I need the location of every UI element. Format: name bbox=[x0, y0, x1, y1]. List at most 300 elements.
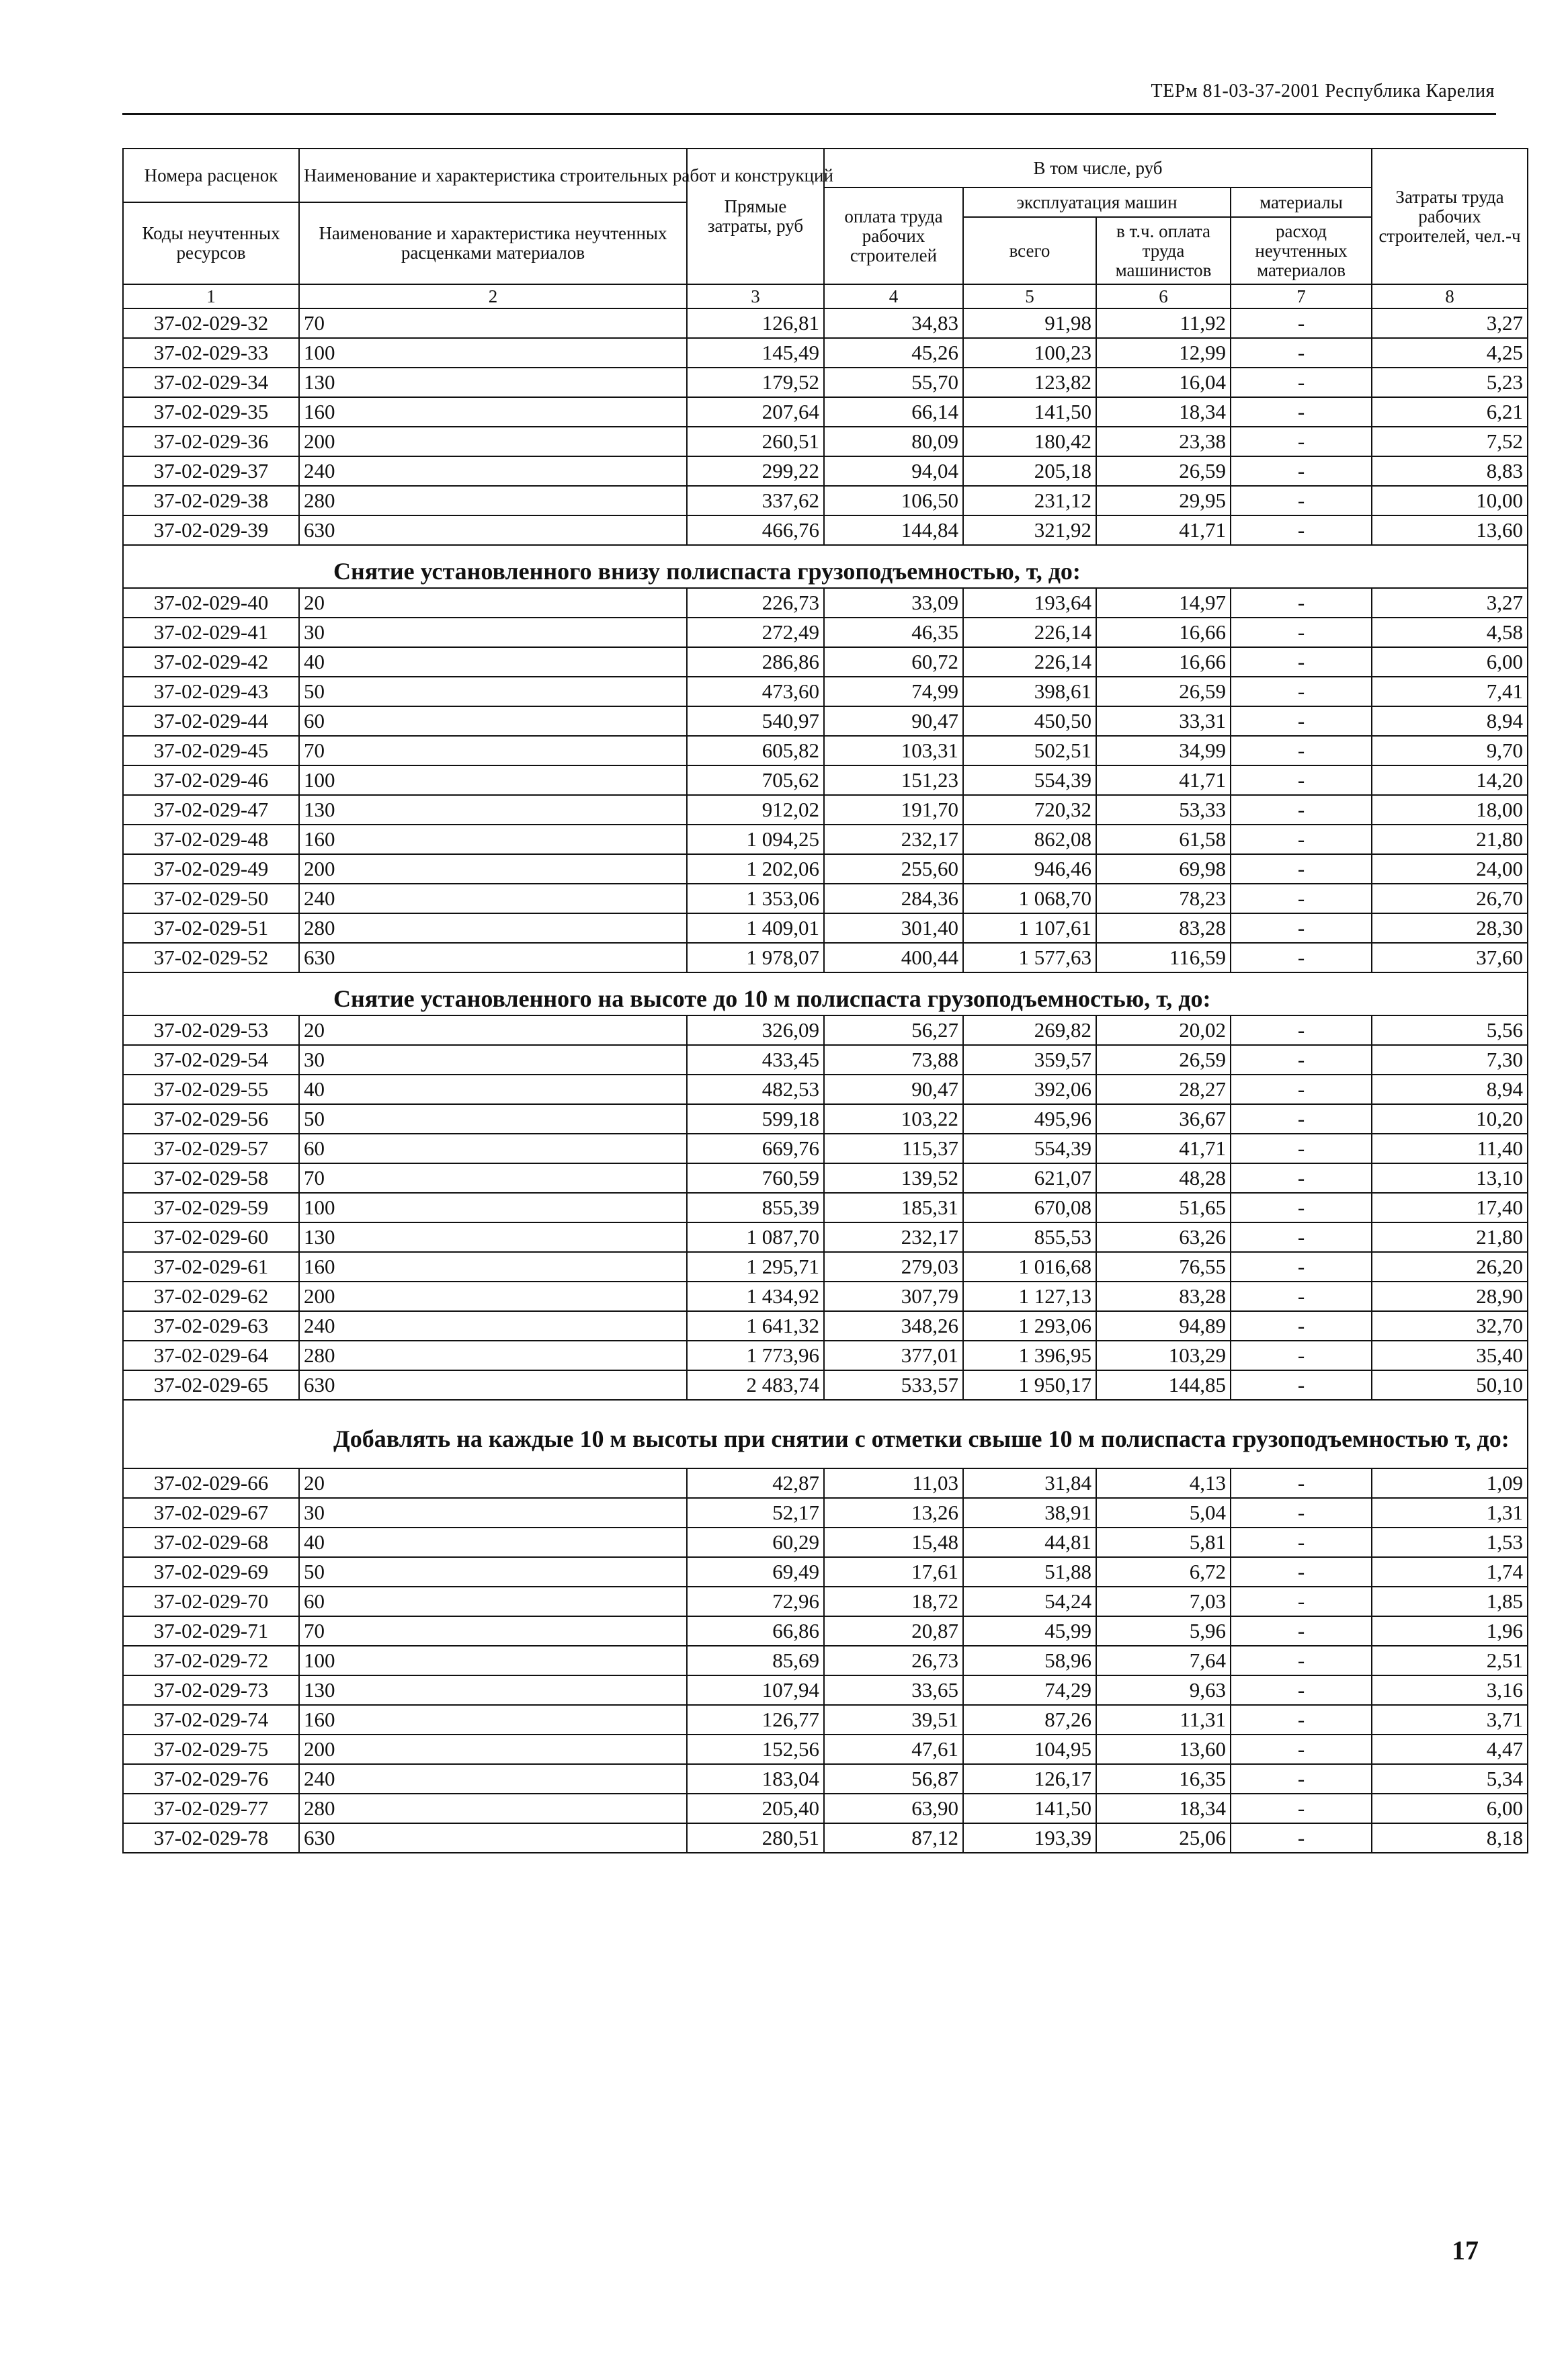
direct-cost-cell: 326,09 bbox=[687, 1015, 824, 1045]
rate-code-cell: 37-02-029-58 bbox=[123, 1163, 299, 1193]
table-row bbox=[123, 1370, 1528, 1400]
machines-total-cell: 1 068,70 bbox=[963, 884, 1096, 913]
material-use-cell: - bbox=[1231, 1794, 1372, 1823]
labor-hours-cell: 21,80 bbox=[1372, 825, 1528, 854]
machines-total-cell: 104,95 bbox=[963, 1735, 1096, 1764]
machinist-pay-cell: 41,71 bbox=[1096, 765, 1231, 795]
labor-hours-cell: 5,34 bbox=[1372, 1764, 1528, 1794]
table-row bbox=[123, 1764, 1528, 1794]
machinist-pay-cell: 69,98 bbox=[1096, 854, 1231, 884]
page-number: 17 bbox=[1452, 2235, 1479, 2265]
direct-cost-cell: 72,96 bbox=[687, 1587, 824, 1616]
table-row bbox=[123, 1015, 1528, 1045]
table-row bbox=[123, 1282, 1528, 1311]
rate-code-cell: 37-02-029-60 bbox=[123, 1222, 299, 1252]
incl-header: В том числе, руб bbox=[824, 149, 1372, 187]
material-use-cell: - bbox=[1231, 1134, 1372, 1163]
labor-hours-cell: 17,40 bbox=[1372, 1193, 1528, 1222]
capacity-cell: 40 bbox=[299, 647, 687, 677]
capacity-cell: 40 bbox=[299, 1075, 687, 1104]
rate-code-cell: 37-02-029-59 bbox=[123, 1193, 299, 1222]
section-heading-row bbox=[123, 972, 1528, 1015]
capacity-cell: 130 bbox=[299, 1675, 687, 1705]
direct-cost-cell: 1 353,06 bbox=[687, 884, 824, 913]
rate-code-cell: 37-02-029-61 bbox=[123, 1252, 299, 1282]
machines-total-cell: 91,98 bbox=[963, 308, 1096, 338]
direct-cost-cell: 1 641,32 bbox=[687, 1311, 824, 1341]
material-use-cell: - bbox=[1231, 1075, 1372, 1104]
capacity-cell: 160 bbox=[299, 825, 687, 854]
material-use-cell: - bbox=[1231, 1468, 1372, 1498]
labor-hours-cell: 18,00 bbox=[1372, 795, 1528, 825]
machinist-pay-cell: 12,99 bbox=[1096, 338, 1231, 368]
direct-cost-cell: 107,94 bbox=[687, 1675, 824, 1705]
rate-code-cell: 37-02-029-38 bbox=[123, 486, 299, 515]
machines-total-cell: 126,17 bbox=[963, 1764, 1096, 1794]
col-material-name-header: Наименование и характеристика неучтенных расценками материалов bbox=[299, 202, 687, 284]
table-body bbox=[123, 308, 1528, 1853]
table-row bbox=[123, 765, 1528, 795]
worker-pay-cell: 17,61 bbox=[824, 1557, 963, 1587]
material-use-cell: - bbox=[1231, 427, 1372, 456]
machines-total-cell: 554,39 bbox=[963, 765, 1096, 795]
document-header: ТЕРм 81-03-37-2001 Республика Карелия bbox=[1151, 81, 1495, 101]
table-row bbox=[123, 1311, 1528, 1341]
section-heading: Снятие установленного внизу полиспаста грузоподъемностью, т, до: bbox=[123, 545, 1528, 588]
direct-cost-cell: 260,51 bbox=[687, 427, 824, 456]
labor-hours-cell: 8,83 bbox=[1372, 456, 1528, 486]
machinist-pay-cell: 16,66 bbox=[1096, 647, 1231, 677]
capacity-cell: 160 bbox=[299, 1705, 687, 1735]
machinist-pay-cell: 78,23 bbox=[1096, 884, 1231, 913]
rate-code-cell: 37-02-029-64 bbox=[123, 1341, 299, 1370]
worker-pay-cell: 90,47 bbox=[824, 1075, 963, 1104]
direct-cost-cell: 760,59 bbox=[687, 1163, 824, 1193]
direct-cost-cell: 1 773,96 bbox=[687, 1341, 824, 1370]
material-use-cell: - bbox=[1231, 397, 1372, 427]
material-use-cell: - bbox=[1231, 795, 1372, 825]
machinist-pay-cell: 11,31 bbox=[1096, 1705, 1231, 1735]
direct-cost-cell: 473,60 bbox=[687, 677, 824, 706]
machinist-pay-cell: 5,04 bbox=[1096, 1498, 1231, 1528]
machinist-pay-cell: 5,81 bbox=[1096, 1528, 1231, 1557]
labor-hours-cell: 4,25 bbox=[1372, 338, 1528, 368]
material-use-cell: - bbox=[1231, 854, 1372, 884]
material-use-cell: - bbox=[1231, 338, 1372, 368]
labor-hours-cell: 13,60 bbox=[1372, 515, 1528, 545]
capacity-cell: 630 bbox=[299, 515, 687, 545]
material-use-cell: - bbox=[1231, 1045, 1372, 1075]
worker-pay-cell: 103,22 bbox=[824, 1104, 963, 1134]
capacity-cell: 40 bbox=[299, 1528, 687, 1557]
rate-code-cell: 37-02-029-73 bbox=[123, 1675, 299, 1705]
capacity-cell: 200 bbox=[299, 1735, 687, 1764]
direct-cost-cell: 466,76 bbox=[687, 515, 824, 545]
machines-total-cell: 398,61 bbox=[963, 677, 1096, 706]
material-use-cell: - bbox=[1231, 1193, 1372, 1222]
material-use-cell: - bbox=[1231, 456, 1372, 486]
rate-code-cell: 37-02-029-65 bbox=[123, 1370, 299, 1400]
labor-hours-cell: 5,56 bbox=[1372, 1015, 1528, 1045]
table-row bbox=[123, 1134, 1528, 1163]
machinist-pay-cell: 28,27 bbox=[1096, 1075, 1231, 1104]
worker-pay-cell: 39,51 bbox=[824, 1705, 963, 1735]
worker-pay-cell: 66,14 bbox=[824, 397, 963, 427]
material-use-cell: - bbox=[1231, 1735, 1372, 1764]
capacity-cell: 100 bbox=[299, 338, 687, 368]
rate-code-cell: 37-02-029-54 bbox=[123, 1045, 299, 1075]
direct-cost-cell: 60,29 bbox=[687, 1528, 824, 1557]
machinist-pay-cell: 23,38 bbox=[1096, 427, 1231, 456]
machinist-pay-cell: 41,71 bbox=[1096, 515, 1231, 545]
material-use-cell: - bbox=[1231, 884, 1372, 913]
machines-total-cell: 38,91 bbox=[963, 1498, 1096, 1528]
worker-pay-cell: 279,03 bbox=[824, 1252, 963, 1282]
table-row bbox=[123, 1468, 1528, 1498]
direct-cost-cell: 912,02 bbox=[687, 795, 824, 825]
material-use-cell: - bbox=[1231, 1104, 1372, 1134]
col-resource-code-header: Коды неучтенных ресурсов bbox=[123, 202, 299, 284]
capacity-cell: 200 bbox=[299, 854, 687, 884]
machinist-pay-cell: 34,99 bbox=[1096, 736, 1231, 765]
worker-pay-cell: 56,87 bbox=[824, 1764, 963, 1794]
machines-total-cell: 621,07 bbox=[963, 1163, 1096, 1193]
rate-code-cell: 37-02-029-53 bbox=[123, 1015, 299, 1045]
labor-hours-cell: 3,71 bbox=[1372, 1705, 1528, 1735]
direct-cost-cell: 337,62 bbox=[687, 486, 824, 515]
col-machines-total-header: всего bbox=[963, 217, 1096, 284]
material-use-cell: - bbox=[1231, 647, 1372, 677]
table-header bbox=[123, 149, 1528, 308]
rate-code-cell: 37-02-029-43 bbox=[123, 677, 299, 706]
labor-hours-cell: 9,70 bbox=[1372, 736, 1528, 765]
section-heading-row bbox=[123, 1400, 1528, 1468]
table-row bbox=[123, 1528, 1528, 1557]
direct-cost-cell: 605,82 bbox=[687, 736, 824, 765]
machinist-pay-cell: 20,02 bbox=[1096, 1015, 1231, 1045]
worker-pay-cell: 87,12 bbox=[824, 1823, 963, 1853]
rate-code-cell: 37-02-029-70 bbox=[123, 1587, 299, 1616]
capacity-cell: 240 bbox=[299, 1764, 687, 1794]
table-row bbox=[123, 368, 1528, 397]
machines-total-cell: 1 293,06 bbox=[963, 1311, 1096, 1341]
worker-pay-cell: 377,01 bbox=[824, 1341, 963, 1370]
direct-cost-cell: 52,17 bbox=[687, 1498, 824, 1528]
capacity-cell: 200 bbox=[299, 1282, 687, 1311]
material-use-cell: - bbox=[1231, 677, 1372, 706]
rate-code-cell: 37-02-029-71 bbox=[123, 1616, 299, 1646]
rate-code-cell: 37-02-029-47 bbox=[123, 795, 299, 825]
table-row bbox=[123, 338, 1528, 368]
labor-hours-cell: 8,18 bbox=[1372, 1823, 1528, 1853]
labor-hours-cell: 26,70 bbox=[1372, 884, 1528, 913]
direct-cost-cell: 179,52 bbox=[687, 368, 824, 397]
capacity-cell: 240 bbox=[299, 456, 687, 486]
worker-pay-cell: 139,52 bbox=[824, 1163, 963, 1193]
rate-code-cell: 37-02-029-62 bbox=[123, 1282, 299, 1311]
material-use-cell: - bbox=[1231, 1252, 1372, 1282]
machines-total-cell: 193,64 bbox=[963, 588, 1096, 618]
direct-cost-cell: 1 094,25 bbox=[687, 825, 824, 854]
table-row bbox=[123, 1222, 1528, 1252]
material-use-cell: - bbox=[1231, 1163, 1372, 1193]
material-use-cell: - bbox=[1231, 1587, 1372, 1616]
machines-total-cell: 44,81 bbox=[963, 1528, 1096, 1557]
capacity-cell: 160 bbox=[299, 1252, 687, 1282]
table-row bbox=[123, 677, 1528, 706]
direct-cost-cell: 482,53 bbox=[687, 1075, 824, 1104]
capacity-cell: 200 bbox=[299, 427, 687, 456]
table-row bbox=[123, 706, 1528, 736]
worker-pay-cell: 348,26 bbox=[824, 1311, 963, 1341]
column-number: 1 bbox=[123, 284, 299, 308]
machines-total-cell: 100,23 bbox=[963, 338, 1096, 368]
column-number: 7 bbox=[1231, 284, 1372, 308]
labor-hours-cell: 10,00 bbox=[1372, 486, 1528, 515]
machines-total-cell: 855,53 bbox=[963, 1222, 1096, 1252]
capacity-cell: 130 bbox=[299, 795, 687, 825]
machines-total-cell: 720,32 bbox=[963, 795, 1096, 825]
machines-total-cell: 58,96 bbox=[963, 1646, 1096, 1675]
worker-pay-cell: 533,57 bbox=[824, 1370, 963, 1400]
direct-cost-cell: 66,86 bbox=[687, 1616, 824, 1646]
capacity-cell: 130 bbox=[299, 368, 687, 397]
machinist-pay-cell: 48,28 bbox=[1096, 1163, 1231, 1193]
worker-pay-cell: 185,31 bbox=[824, 1193, 963, 1222]
price-table bbox=[122, 148, 1528, 1853]
worker-pay-cell: 74,99 bbox=[824, 677, 963, 706]
capacity-cell: 280 bbox=[299, 1341, 687, 1370]
capacity-cell: 630 bbox=[299, 943, 687, 972]
direct-cost-cell: 855,39 bbox=[687, 1193, 824, 1222]
machines-total-cell: 193,39 bbox=[963, 1823, 1096, 1853]
worker-pay-cell: 284,36 bbox=[824, 884, 963, 913]
labor-hours-cell: 13,10 bbox=[1372, 1163, 1528, 1193]
labor-hours-cell: 7,30 bbox=[1372, 1045, 1528, 1075]
machines-total-cell: 226,14 bbox=[963, 618, 1096, 647]
direct-cost-cell: 226,73 bbox=[687, 588, 824, 618]
table-row bbox=[123, 1252, 1528, 1282]
direct-cost-cell: 183,04 bbox=[687, 1764, 824, 1794]
labor-hours-cell: 5,23 bbox=[1372, 368, 1528, 397]
table-row bbox=[123, 1104, 1528, 1134]
materials-header: материалы bbox=[1231, 187, 1372, 217]
direct-cost-cell: 433,45 bbox=[687, 1045, 824, 1075]
column-number: 4 bbox=[824, 284, 963, 308]
rate-code-cell: 37-02-029-69 bbox=[123, 1557, 299, 1587]
material-use-cell: - bbox=[1231, 943, 1372, 972]
labor-hours-cell: 24,00 bbox=[1372, 854, 1528, 884]
capacity-cell: 160 bbox=[299, 397, 687, 427]
machines-total-cell: 1 016,68 bbox=[963, 1252, 1096, 1282]
rate-code-cell: 37-02-029-48 bbox=[123, 825, 299, 854]
capacity-cell: 100 bbox=[299, 1193, 687, 1222]
col-direct-cost-header: Прямые затраты, руб bbox=[687, 149, 824, 284]
capacity-cell: 70 bbox=[299, 736, 687, 765]
labor-hours-cell: 7,52 bbox=[1372, 427, 1528, 456]
capacity-cell: 20 bbox=[299, 1468, 687, 1498]
direct-cost-cell: 2 483,74 bbox=[687, 1370, 824, 1400]
worker-pay-cell: 33,65 bbox=[824, 1675, 963, 1705]
worker-pay-cell: 144,84 bbox=[824, 515, 963, 545]
rate-code-cell: 37-02-029-77 bbox=[123, 1794, 299, 1823]
column-number: 6 bbox=[1096, 284, 1231, 308]
machinist-pay-cell: 16,35 bbox=[1096, 1764, 1231, 1794]
machinist-pay-cell: 16,04 bbox=[1096, 368, 1231, 397]
material-use-cell: - bbox=[1231, 825, 1372, 854]
table-row bbox=[123, 913, 1528, 943]
worker-pay-cell: 255,60 bbox=[824, 854, 963, 884]
machines-total-cell: 51,88 bbox=[963, 1557, 1096, 1587]
machines-total-cell: 231,12 bbox=[963, 486, 1096, 515]
machines-total-cell: 1 107,61 bbox=[963, 913, 1096, 943]
machinist-pay-cell: 9,63 bbox=[1096, 1675, 1231, 1705]
labor-hours-cell: 1,74 bbox=[1372, 1557, 1528, 1587]
capacity-cell: 20 bbox=[299, 588, 687, 618]
rate-code-cell: 37-02-029-75 bbox=[123, 1735, 299, 1764]
material-use-cell: - bbox=[1231, 368, 1372, 397]
table-row bbox=[123, 1675, 1528, 1705]
rate-code-cell: 37-02-029-55 bbox=[123, 1075, 299, 1104]
machines-total-cell: 141,50 bbox=[963, 1794, 1096, 1823]
col-rate-number-header: Номера расценок bbox=[123, 149, 299, 202]
rate-code-cell: 37-02-029-46 bbox=[123, 765, 299, 795]
machinist-pay-cell: 41,71 bbox=[1096, 1134, 1231, 1163]
labor-hours-cell: 8,94 bbox=[1372, 706, 1528, 736]
material-use-cell: - bbox=[1231, 1311, 1372, 1341]
machinist-pay-cell: 11,92 bbox=[1096, 308, 1231, 338]
direct-cost-cell: 42,87 bbox=[687, 1468, 824, 1498]
worker-pay-cell: 232,17 bbox=[824, 1222, 963, 1252]
table-row bbox=[123, 427, 1528, 456]
worker-pay-cell: 73,88 bbox=[824, 1045, 963, 1075]
rate-code-cell: 37-02-029-45 bbox=[123, 736, 299, 765]
rate-code-cell: 37-02-029-42 bbox=[123, 647, 299, 677]
worker-pay-cell: 80,09 bbox=[824, 427, 963, 456]
machines-total-cell: 1 127,13 bbox=[963, 1282, 1096, 1311]
worker-pay-cell: 90,47 bbox=[824, 706, 963, 736]
rate-code-cell: 37-02-029-33 bbox=[123, 338, 299, 368]
direct-cost-cell: 705,62 bbox=[687, 765, 824, 795]
worker-pay-cell: 103,31 bbox=[824, 736, 963, 765]
worker-pay-cell: 20,87 bbox=[824, 1616, 963, 1646]
machines-header: эксплуатация машин bbox=[963, 187, 1231, 217]
worker-pay-cell: 15,48 bbox=[824, 1528, 963, 1557]
machines-total-cell: 87,26 bbox=[963, 1705, 1096, 1735]
machines-total-cell: 1 950,17 bbox=[963, 1370, 1096, 1400]
rate-code-cell: 37-02-029-56 bbox=[123, 1104, 299, 1134]
material-use-cell: - bbox=[1231, 1015, 1372, 1045]
worker-pay-cell: 56,27 bbox=[824, 1015, 963, 1045]
capacity-cell: 60 bbox=[299, 1134, 687, 1163]
machines-total-cell: 946,46 bbox=[963, 854, 1096, 884]
machinist-pay-cell: 26,59 bbox=[1096, 1045, 1231, 1075]
direct-cost-cell: 1 434,92 bbox=[687, 1282, 824, 1311]
worker-pay-cell: 18,72 bbox=[824, 1587, 963, 1616]
machinist-pay-cell: 83,28 bbox=[1096, 1282, 1231, 1311]
material-use-cell: - bbox=[1231, 486, 1372, 515]
capacity-cell: 280 bbox=[299, 1794, 687, 1823]
rate-code-cell: 37-02-029-40 bbox=[123, 588, 299, 618]
direct-cost-cell: 85,69 bbox=[687, 1646, 824, 1675]
machines-total-cell: 321,92 bbox=[963, 515, 1096, 545]
machinist-pay-cell: 51,65 bbox=[1096, 1193, 1231, 1222]
material-use-cell: - bbox=[1231, 1557, 1372, 1587]
labor-hours-cell: 11,40 bbox=[1372, 1134, 1528, 1163]
rate-code-cell: 37-02-029-74 bbox=[123, 1705, 299, 1735]
worker-pay-cell: 33,09 bbox=[824, 588, 963, 618]
capacity-cell: 50 bbox=[299, 1104, 687, 1134]
rate-code-cell: 37-02-029-76 bbox=[123, 1764, 299, 1794]
labor-hours-cell: 21,80 bbox=[1372, 1222, 1528, 1252]
table-row bbox=[123, 1646, 1528, 1675]
worker-pay-cell: 151,23 bbox=[824, 765, 963, 795]
direct-cost-cell: 540,97 bbox=[687, 706, 824, 736]
labor-hours-cell: 1,31 bbox=[1372, 1498, 1528, 1528]
machinist-pay-cell: 25,06 bbox=[1096, 1823, 1231, 1853]
machinist-pay-cell: 116,59 bbox=[1096, 943, 1231, 972]
section-heading-row bbox=[123, 545, 1528, 588]
capacity-cell: 100 bbox=[299, 765, 687, 795]
direct-cost-cell: 1 202,06 bbox=[687, 854, 824, 884]
worker-pay-cell: 46,35 bbox=[824, 618, 963, 647]
machinist-pay-cell: 144,85 bbox=[1096, 1370, 1231, 1400]
machines-total-cell: 45,99 bbox=[963, 1616, 1096, 1646]
worker-pay-cell: 47,61 bbox=[824, 1735, 963, 1764]
worker-pay-cell: 13,26 bbox=[824, 1498, 963, 1528]
labor-hours-cell: 35,40 bbox=[1372, 1341, 1528, 1370]
rate-code-cell: 37-02-029-78 bbox=[123, 1823, 299, 1853]
capacity-cell: 280 bbox=[299, 913, 687, 943]
capacity-cell: 60 bbox=[299, 1587, 687, 1616]
machinist-pay-cell: 53,33 bbox=[1096, 795, 1231, 825]
table-row bbox=[123, 1341, 1528, 1370]
rate-code-cell: 37-02-029-49 bbox=[123, 854, 299, 884]
machinist-pay-cell: 76,55 bbox=[1096, 1252, 1231, 1282]
column-number: 5 bbox=[963, 284, 1096, 308]
labor-hours-cell: 26,20 bbox=[1372, 1252, 1528, 1282]
rate-code-cell: 37-02-029-52 bbox=[123, 943, 299, 972]
machines-total-cell: 123,82 bbox=[963, 368, 1096, 397]
machines-total-cell: 450,50 bbox=[963, 706, 1096, 736]
machines-total-cell: 495,96 bbox=[963, 1104, 1096, 1134]
capacity-cell: 70 bbox=[299, 308, 687, 338]
direct-cost-cell: 669,76 bbox=[687, 1134, 824, 1163]
worker-pay-cell: 191,70 bbox=[824, 795, 963, 825]
material-use-cell: - bbox=[1231, 765, 1372, 795]
rate-code-cell: 37-02-029-50 bbox=[123, 884, 299, 913]
labor-hours-cell: 3,16 bbox=[1372, 1675, 1528, 1705]
machinist-pay-cell: 29,95 bbox=[1096, 486, 1231, 515]
rate-code-cell: 37-02-029-66 bbox=[123, 1468, 299, 1498]
material-use-cell: - bbox=[1231, 1498, 1372, 1528]
table-row bbox=[123, 1587, 1528, 1616]
capacity-cell: 630 bbox=[299, 1823, 687, 1853]
table-row bbox=[123, 1193, 1528, 1222]
machines-total-cell: 226,14 bbox=[963, 647, 1096, 677]
direct-cost-cell: 1 409,01 bbox=[687, 913, 824, 943]
machines-total-cell: 31,84 bbox=[963, 1468, 1096, 1498]
table-row bbox=[123, 456, 1528, 486]
labor-hours-cell: 50,10 bbox=[1372, 1370, 1528, 1400]
direct-cost-cell: 152,56 bbox=[687, 1735, 824, 1764]
material-use-cell: - bbox=[1231, 1764, 1372, 1794]
labor-hours-cell: 37,60 bbox=[1372, 943, 1528, 972]
col-work-name-header: Наименование и характеристика строительных работ и конструкций bbox=[299, 149, 687, 202]
rate-code-cell: 37-02-029-63 bbox=[123, 1311, 299, 1341]
capacity-cell: 240 bbox=[299, 1311, 687, 1341]
table-row bbox=[123, 1557, 1528, 1587]
